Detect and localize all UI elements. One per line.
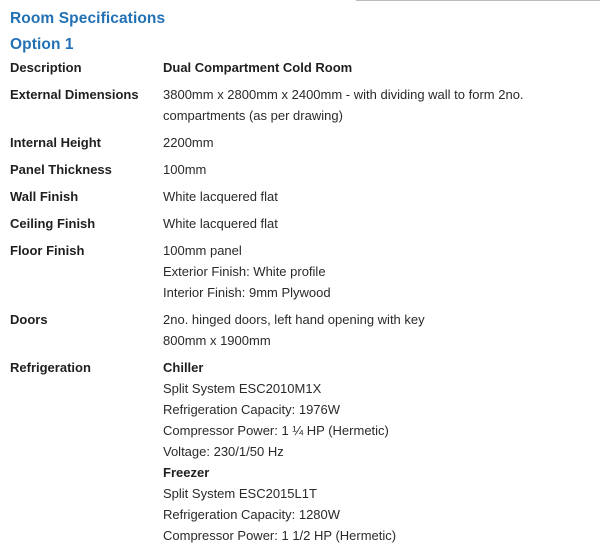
spec-value-line: 2200mm <box>163 135 214 150</box>
spec-label: Internal Height <box>10 135 102 150</box>
spec-value-line: Refrigeration Capacity: 1280W <box>163 507 341 522</box>
spec-label: Wall Finish <box>10 189 79 204</box>
spec-value-line: White lacquered flat <box>163 189 278 204</box>
spec-value <box>163 240 590 303</box>
spec-value-line: Refrigeration Capacity: 1976W <box>163 402 341 417</box>
spec-label: Doors <box>10 312 48 327</box>
spec-value-line: 100mm <box>163 162 207 177</box>
spec-row-panel-thickness <box>10 159 590 180</box>
spec-value-line: Compressor Power: 1 1/2 HP (Hermetic) <box>163 528 397 543</box>
spec-label: Floor Finish <box>10 243 85 258</box>
spec-value-line: 100mm panel <box>163 243 242 258</box>
spec-value-line: Dual Compartment Cold Room <box>163 60 353 75</box>
spec-value-line: 800mm x 1900mm <box>163 333 271 348</box>
spec-label: Refrigeration <box>10 360 91 375</box>
spec-value-line: Freezer <box>163 465 210 480</box>
spec-value-line: compartments (as per drawing) <box>163 108 343 123</box>
spec-row-description <box>10 57 590 78</box>
spec-value-line: Split System ESC2010M1X <box>163 381 322 396</box>
spec-value-line: 3800mm x 2800mm x 2400mm - with dividing wall to form 2no. <box>163 87 524 102</box>
spec-row-refrigeration <box>10 357 590 546</box>
spec-value <box>163 132 590 153</box>
spec-value <box>163 357 590 546</box>
spec-row-internal-height <box>10 132 590 153</box>
spec-label: Panel Thickness <box>10 162 112 177</box>
spec-value <box>163 309 590 351</box>
spec-value <box>163 213 590 234</box>
spec-value <box>163 159 590 180</box>
spec-label: Ceiling Finish <box>10 216 96 231</box>
spec-row-ceiling-finish <box>10 213 590 234</box>
spec-value-line: Exterior Finish: White profile <box>163 264 326 279</box>
spec-value-line: Split System ESC2015L1T <box>163 486 317 501</box>
spec-value-line: Compressor Power: 1 ¼ HP (Hermetic) <box>163 423 389 438</box>
spec-label: Description <box>10 60 82 75</box>
spec-row-doors <box>10 309 590 351</box>
spec-value <box>163 84 590 126</box>
spec-row-wall-finish <box>10 186 590 207</box>
spec-value-line: 2no. hinged doors, left hand opening with key <box>163 312 425 327</box>
spec-label: External Dimensions <box>10 87 139 102</box>
spec-value-line: White lacquered flat <box>163 216 278 231</box>
spec-value-line: Chiller <box>163 360 204 375</box>
spec-value-line: Voltage: 230/1/50 Hz <box>163 444 284 459</box>
spec-value <box>163 57 590 78</box>
scan-artifact-line <box>356 0 600 1</box>
option-heading: Option 1 <box>10 36 74 53</box>
page-title: Room Specifications <box>10 10 166 27</box>
spec-row-floor-finish <box>10 240 590 303</box>
spec-value <box>163 186 590 207</box>
spec-row-external-dimensions <box>10 84 590 126</box>
spec-value-line: Interior Finish: 9mm Plywood <box>163 285 331 300</box>
spec-table <box>10 57 590 546</box>
